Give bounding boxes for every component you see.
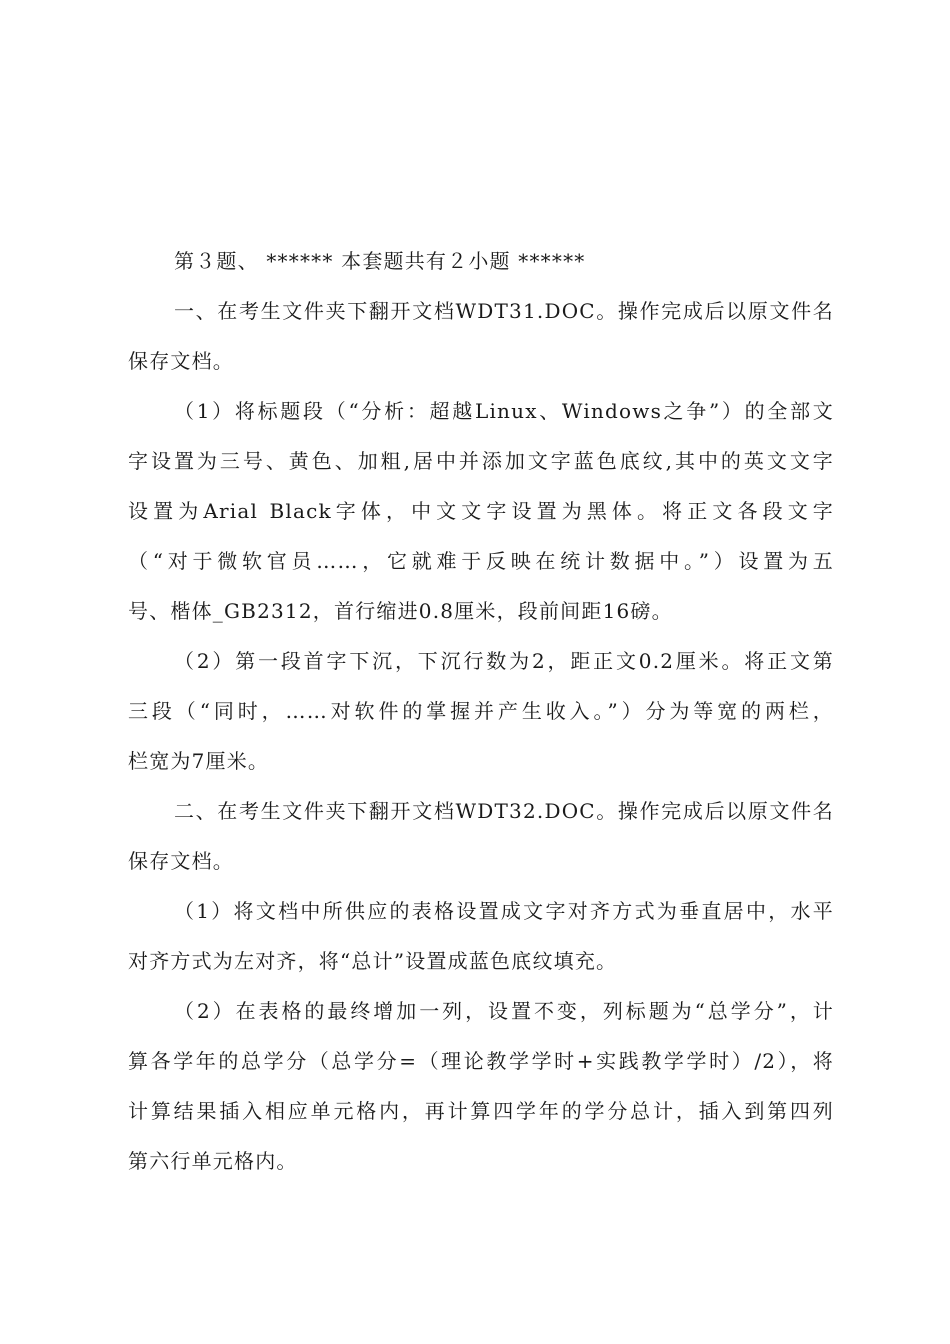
question-heading: 第３题、 ****** 本套题共有２小题 ****** <box>174 249 586 273</box>
q2-paragraph-line: 二、在考生文件夹下翻开文档WDT32.DOC。操作完成后以原文件名 <box>174 799 834 823</box>
q2-item1-line: （1）将文档中所供应的表格设置成文字对齐方式为垂直居中，水平 <box>174 899 834 923</box>
q1-item1-line: （1）将标题段（“分析：超越Linux、Windows之争”）的全部文 <box>174 399 834 423</box>
q2-item2-line: 第六行单元格内。 <box>128 1149 298 1173</box>
q1-paragraph-line: 一、在考生文件夹下翻开文档WDT31.DOC。操作完成后以原文件名 <box>174 299 834 323</box>
q2-paragraph-line: 保存文档。 <box>128 849 234 873</box>
q1-paragraph-line: 保存文档。 <box>128 349 234 373</box>
q1-item1-line: 设置为Arial Black字体，中文文字设置为黑体。将正文各段文字 <box>128 499 834 523</box>
q1-item1-line: 字设置为三号、黄色、加粗,居中并添加文字蓝色底纹,其中的英文文字 <box>128 449 834 473</box>
q1-item2-line: 栏宽为7厘米。 <box>128 749 270 773</box>
document-body <box>128 236 834 1186</box>
q1-item1-line: （“对于微软官员……，它就难于反映在统计数据中。”）设置为五 <box>128 549 834 573</box>
q1-item1-line: 号、楷体_GB2312，首行缩进0.8厘米，段前间距16磅。 <box>128 599 673 623</box>
q2-item1-line: 对齐方式为左对齐，将“总计”设置成蓝色底纹填充。 <box>128 949 618 973</box>
q1-item2-line: 三段（“同时，……对软件的掌握并产生收入。”）分为等宽的两栏， <box>128 699 834 723</box>
q2-item2-line: 算各学年的总学分（总学分=（理论教学学时+实践教学学时）/2），将 <box>128 1049 834 1073</box>
q2-item2-line: （2）在表格的最终增加一列，设置不变，列标题为“总学分”，计 <box>174 999 834 1023</box>
q1-item2-line: （2）第一段首字下沉，下沉行数为2，距正文0.2厘米。将正文第 <box>174 649 834 673</box>
q2-item2-line: 计算结果插入相应单元格内，再计算四学年的学分总计，插入到第四列 <box>128 1099 834 1123</box>
